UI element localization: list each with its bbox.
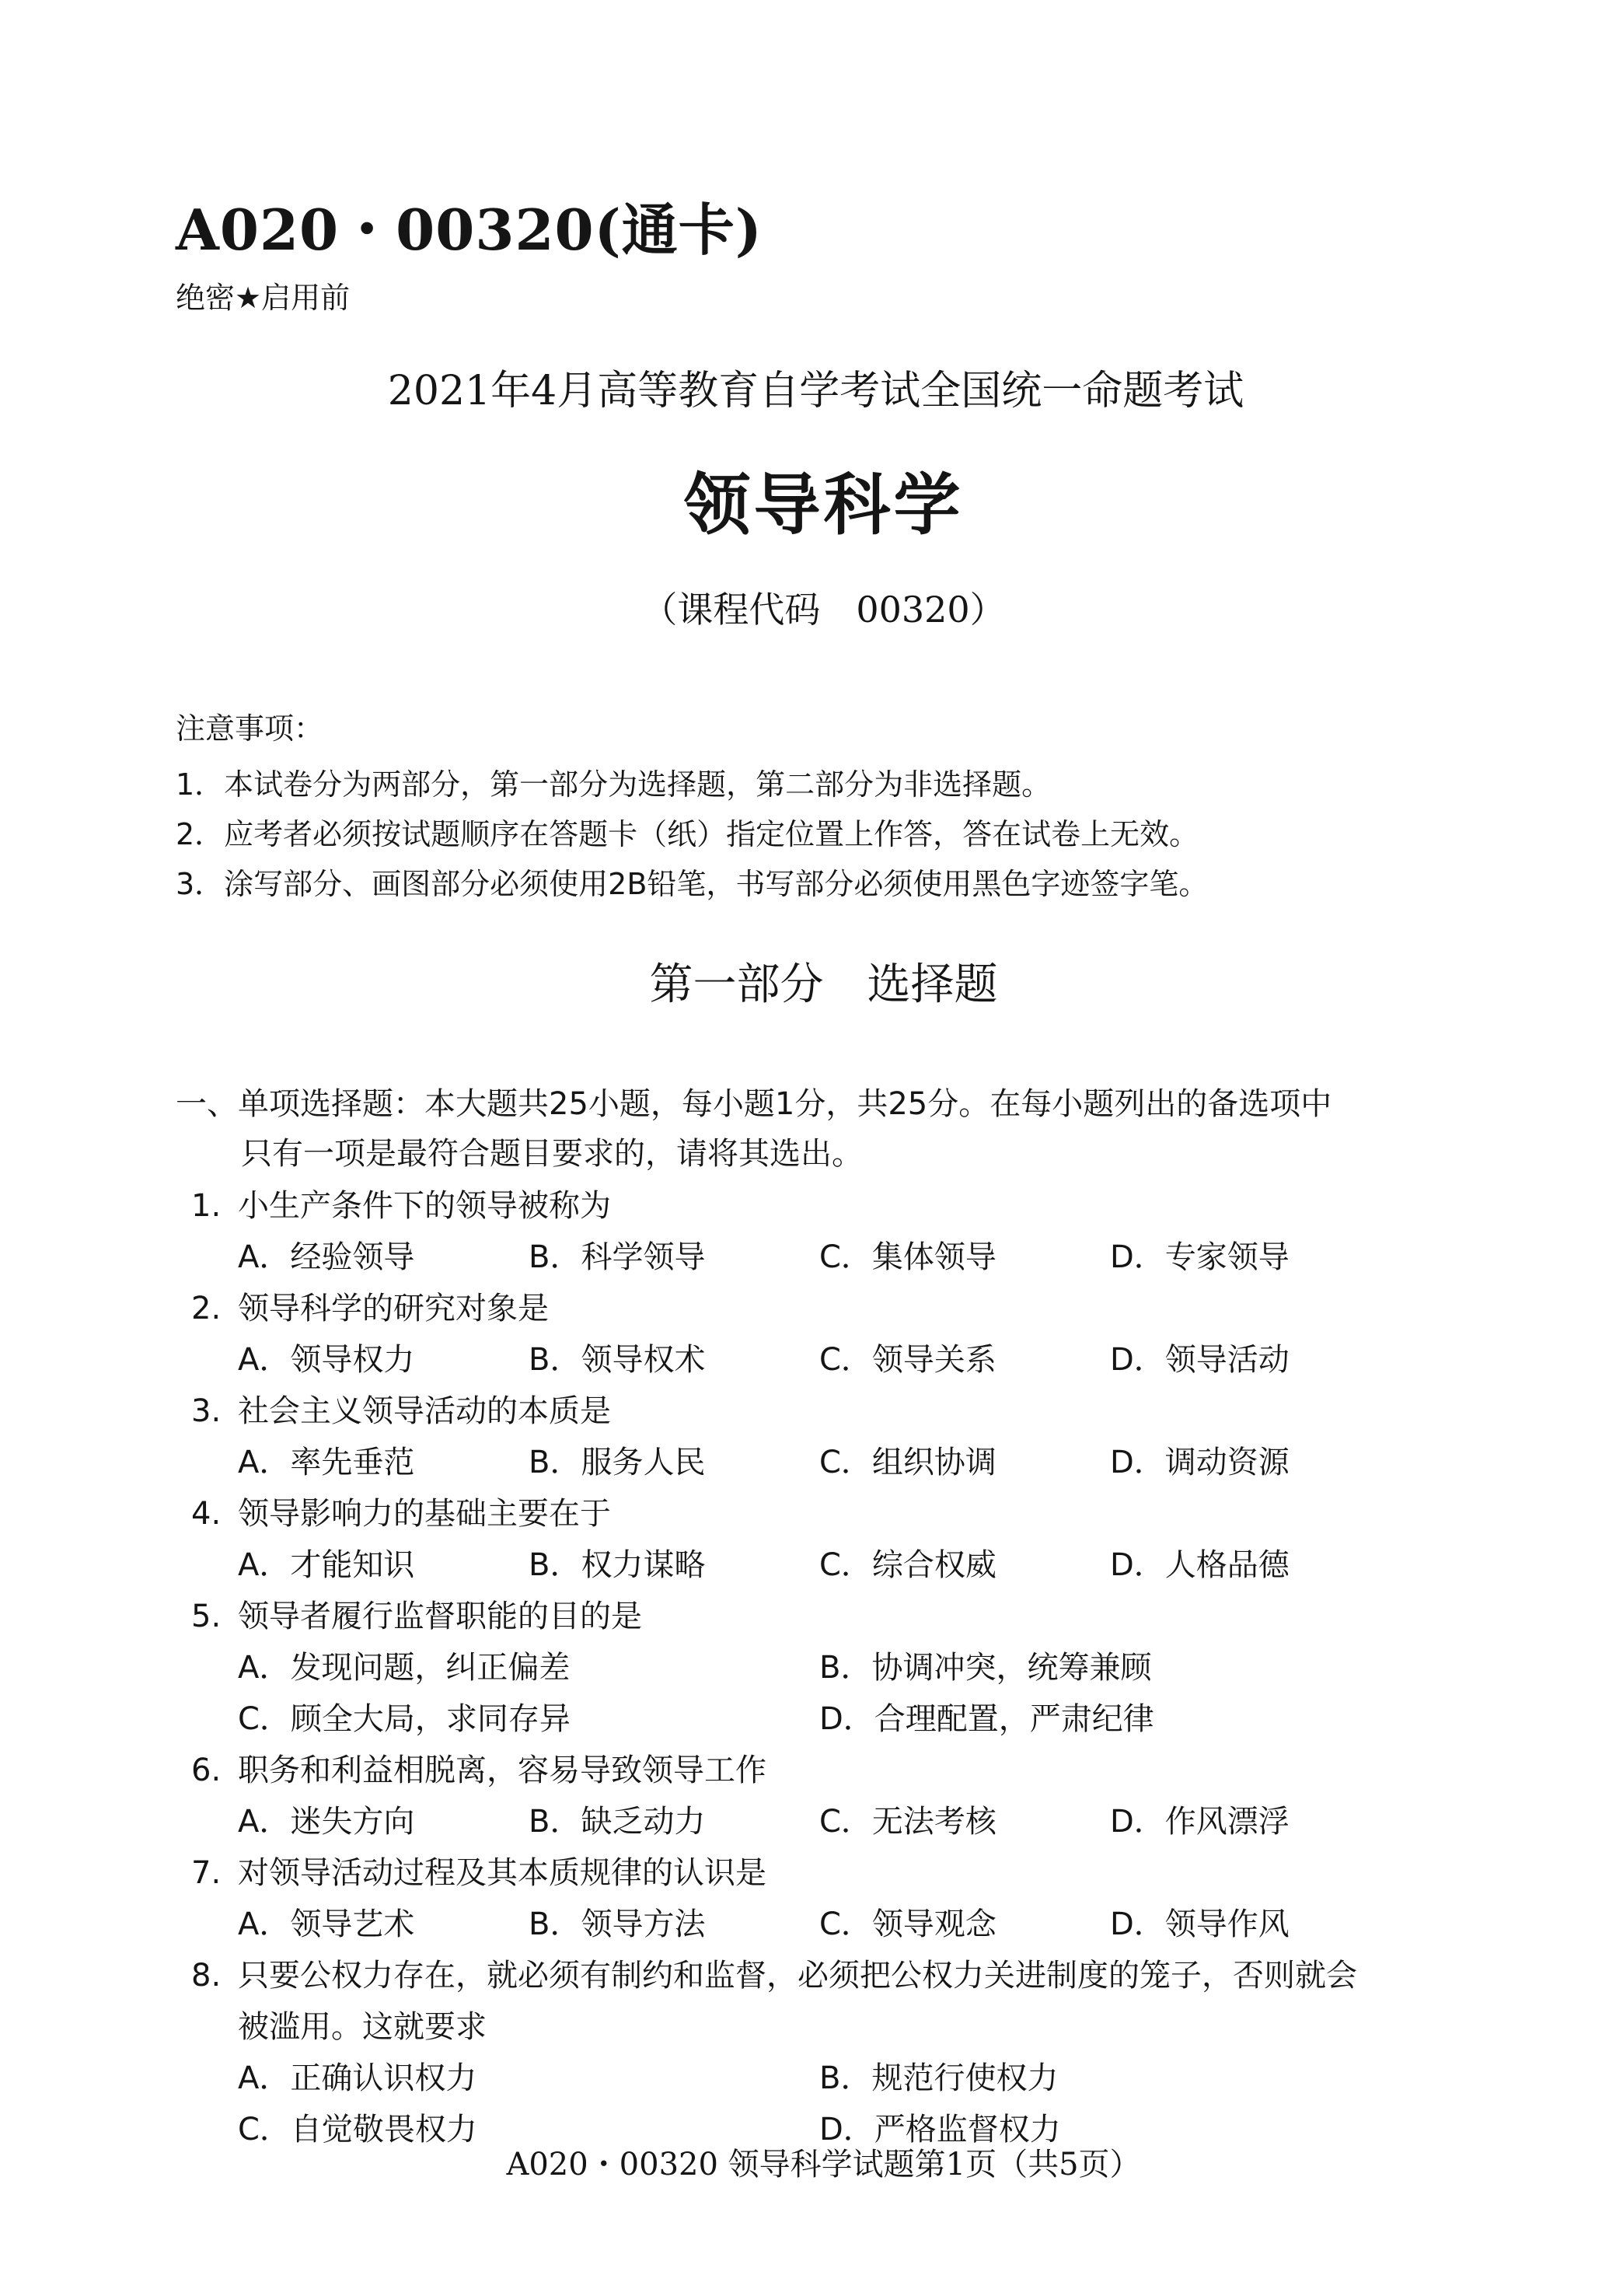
question-options: [191, 1899, 1435, 1950]
option: C．无法考核: [819, 1804, 996, 1840]
question-text: 领导者履行监督职能的目的是: [238, 1599, 642, 1634]
option: B．协调冲突，统筹兼顾: [819, 1650, 1152, 1686]
subject-title: 领导科学: [683, 466, 964, 544]
question-text: 社会主义领导活动的本质是: [238, 1393, 611, 1429]
option: B．服务人民: [529, 1445, 706, 1480]
question-number: 5.: [191, 1599, 222, 1634]
section-line: 只有一项是最符合题目要求的，请将其选出。: [241, 1136, 863, 1172]
question-stem: [191, 1950, 1435, 2001]
question-text: 小生产条件下的领导被称为: [238, 1188, 611, 1224]
option: A．正确认识权力: [238, 2060, 477, 2096]
question-stem: [191, 1180, 1435, 1232]
question-stem: [191, 1591, 1435, 1642]
question-stem: [191, 1386, 1435, 1437]
option: A．率先垂范: [238, 1445, 415, 1480]
page-footer: A020・00320 领导科学试题第1页（共5页）: [506, 2147, 1141, 2182]
note-item: 3．涂写部分、画图部分必须使用2B铅笔，书写部分必须使用黑色字迹签字笔。: [176, 867, 1209, 901]
course-code: （课程代码 00320）: [641, 589, 1006, 631]
option: D．作风漂浮: [1110, 1804, 1290, 1840]
option: A．领导权力: [238, 1342, 415, 1378]
question-text-continued: 被滥用。这就要求: [238, 2009, 487, 2045]
option: A．经验领导: [238, 1239, 415, 1275]
question-number: 4.: [191, 1496, 222, 1532]
question-number: 7.: [191, 1855, 222, 1891]
question-list: [191, 1180, 1435, 2155]
question-options: [191, 1693, 1435, 1745]
option: A．发现问题，纠正偏差: [238, 1650, 571, 1686]
option: B．领导方法: [529, 1906, 706, 1942]
option: D．专家领导: [1110, 1239, 1290, 1275]
question-text: 领导影响力的基础主要在于: [238, 1496, 611, 1532]
option: A．领导艺术: [238, 1906, 415, 1942]
option: D．调动资源: [1110, 1445, 1290, 1480]
option: B．缺乏动力: [529, 1804, 706, 1840]
question-options: [191, 1232, 1435, 1283]
option: C．领导观念: [819, 1906, 996, 1942]
question-text: 对领导活动过程及其本质规律的认识是: [238, 1855, 766, 1891]
option: C．组织协调: [819, 1445, 996, 1480]
notes-block: [176, 704, 1208, 909]
option: C．集体领导: [819, 1239, 996, 1275]
question-number: 3.: [191, 1393, 222, 1429]
option: D．领导作风: [1110, 1906, 1290, 1942]
confidential-mark: 绝密★启用前: [176, 281, 351, 315]
question-options: [191, 1796, 1435, 1847]
question-stem: [191, 1745, 1435, 1796]
option: B．科学领导: [529, 1239, 706, 1275]
question-options: [191, 1334, 1435, 1386]
question-stem: [191, 1283, 1435, 1334]
section-instructions: [176, 1079, 1419, 1179]
option: D．领导活动: [1110, 1342, 1290, 1378]
note-item: 1．本试卷分为两部分，第一部分为选择题，第二部分为非选择题。: [176, 767, 1052, 802]
notes-title: 注意事项：: [176, 711, 324, 746]
option: B．领导权术: [529, 1342, 706, 1378]
question-text: 职务和利益相脱离，容易导致领导工作: [238, 1753, 766, 1788]
option: D．人格品德: [1110, 1547, 1290, 1583]
question-options: [191, 1437, 1435, 1488]
question-text: 领导科学的研究对象是: [238, 1291, 549, 1326]
question-options: [191, 1539, 1435, 1591]
question-number: 6.: [191, 1753, 222, 1788]
question-options: [191, 1642, 1435, 1693]
note-item: 2．应考者必须按试题顺序在答题卡（纸）指定位置上作答，答在试卷上无效。: [176, 817, 1199, 851]
question-text: 只要公权力存在，就必须有制约和监督，必须把公权力关进制度的笼子，否则就会: [238, 1958, 1357, 1994]
question-stem: [191, 1488, 1435, 1539]
option: D．严格监督权力: [819, 2112, 1061, 2147]
question-number: 2.: [191, 1291, 222, 1326]
option: A．才能知识: [238, 1547, 415, 1583]
option: C．领导关系: [819, 1342, 996, 1378]
exam-title: 2021年4月高等教育自学考试全国统一命题考试: [387, 368, 1244, 414]
option: B．权力谋略: [529, 1547, 706, 1583]
paper-code: A020・00320(通卡): [176, 197, 763, 263]
option: C．顾全大局，求同存异: [238, 1701, 571, 1737]
option: C．自觉敬畏权力: [238, 2112, 477, 2147]
question-options: [191, 2053, 1435, 2104]
question-stem: [191, 1847, 1435, 1899]
section-line: 一、单项选择题：本大题共25小题，每小题1分，共25分。在每小题列出的备选项中: [176, 1086, 1332, 1122]
option: B．规范行使权力: [819, 2060, 1059, 2096]
part-heading: 第一部分 选择题: [649, 959, 998, 1010]
question-number: 8.: [191, 1958, 222, 1994]
option: A．迷失方向: [238, 1804, 415, 1840]
question-number: 1.: [191, 1188, 222, 1224]
option: D．合理配置，严肃纪律: [819, 1701, 1154, 1737]
option: C．综合权威: [819, 1547, 996, 1583]
